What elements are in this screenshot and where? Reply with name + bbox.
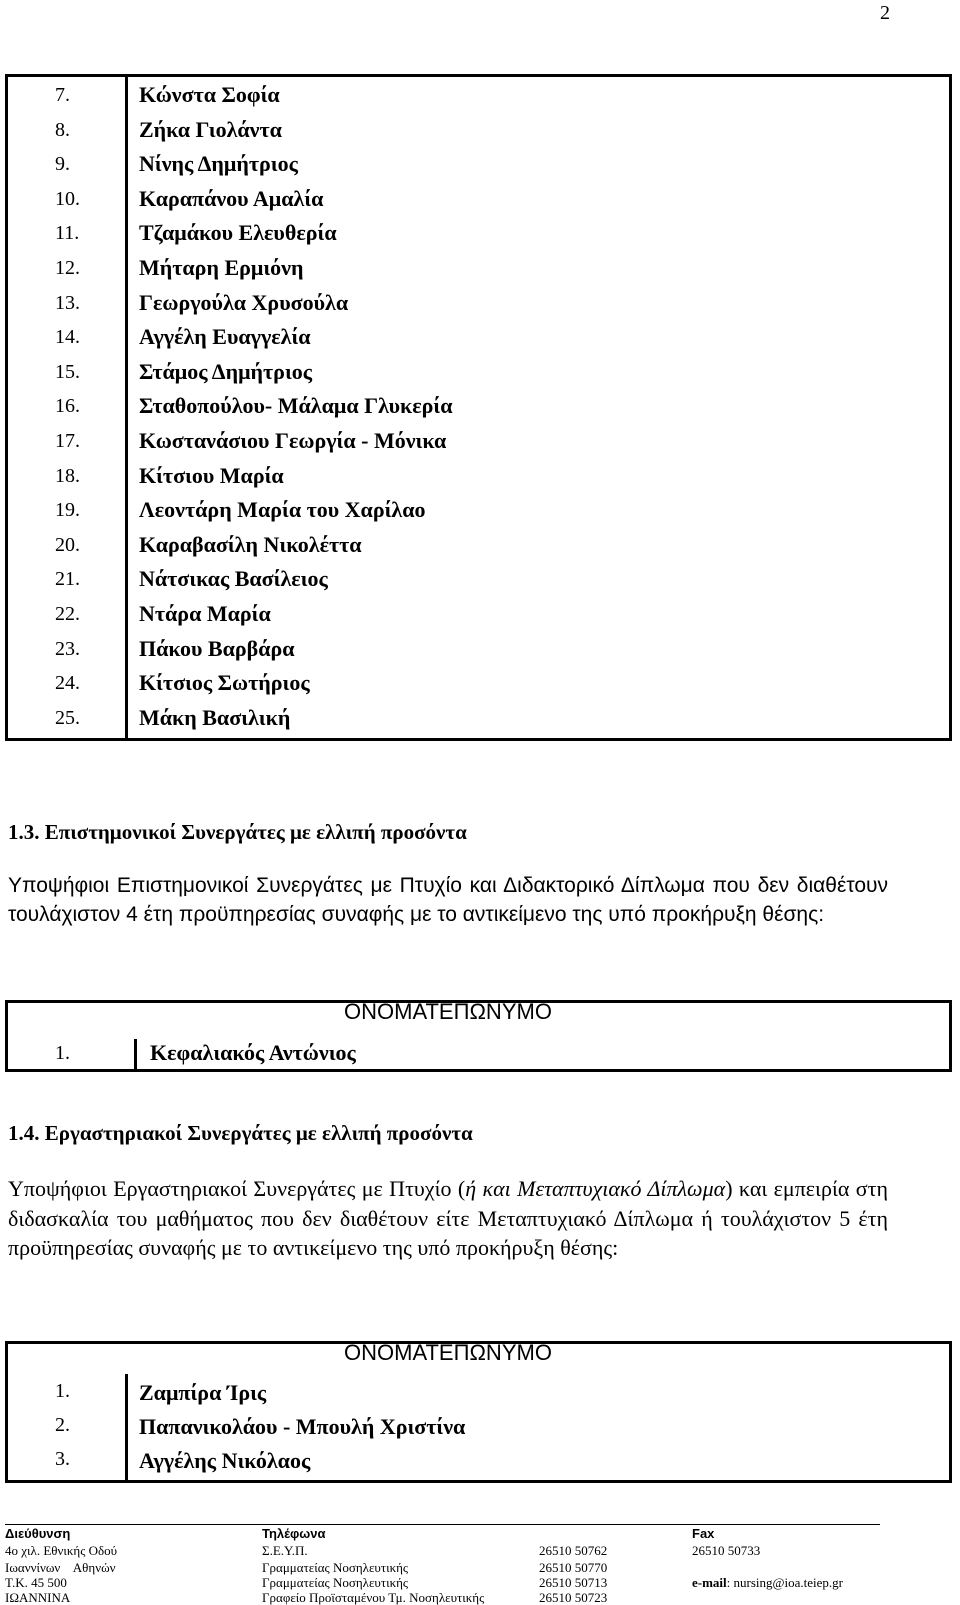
row-number: 25. — [55, 706, 80, 729]
row-number: 10. — [55, 187, 80, 210]
row-number: 1. — [55, 1042, 70, 1064]
candidate-name: Σταθοπούλου- Μάλαμα Γλυκερία — [139, 393, 453, 419]
row-number: 19. — [55, 499, 80, 522]
candidate-name: Αγγέλη Ευαγγελία — [139, 324, 311, 350]
footer-phone-label: Γραμματείας Νοσηλευτικής — [262, 1560, 409, 1575]
paragraph-text: ) και εμπειρία στη διδασκαλία του μαθήματος που δεν διαθέτουν είτε Μεταπτυχιακό Δίπλωμα ή τουλάχιστον 5 έτη προϋπηρεσίας συναφής με το αντικείμενο της υπό προκήρυξη θέσης: — [8, 1176, 888, 1260]
row-number: 11. — [55, 222, 80, 245]
candidate-name: Στάμος Δημήτριος — [139, 358, 313, 384]
candidate-name: Ντάρα Μαρία — [139, 601, 271, 626]
candidate-name: Παπανικολάου - Μπουλή Χριστίνα — [139, 1414, 466, 1439]
candidate-name: Πάκου Βαρβάρα — [139, 635, 295, 661]
candidate-name: Αγγέλης Νικόλαος — [139, 1448, 311, 1473]
candidate-name: Κεφαλιακός Αντώνιος — [150, 1040, 356, 1065]
footer-email-label: e-mail — [692, 1575, 727, 1590]
paragraph-italic-text: ή και Μεταπτυχιακό Δίπλωμα — [465, 1176, 726, 1201]
footer-email-value[interactable]: : nursing@ioa.teiep.gr — [726, 1575, 843, 1590]
row-number: 24. — [55, 672, 80, 695]
row-number: 8. — [55, 118, 70, 141]
page-number: 2 — [880, 2, 890, 24]
candidate-name: Κίτσιος Σωτήριος — [139, 670, 310, 696]
column-header-fullname: ΟΝΟΜΑΤΕΠΩΝΥΜΟ — [344, 1340, 552, 1365]
candidate-name: Ζαμπίρα Ίρις — [139, 1380, 267, 1405]
row-number: 20. — [55, 533, 80, 556]
candidate-name: Γεωργούλα Χρυσούλα — [139, 289, 349, 315]
candidate-name: Ζήκα Γιολάντα — [139, 116, 282, 142]
candidate-name: Καραβασίλη Νικολέττα — [139, 531, 362, 557]
table-column-divider — [125, 77, 128, 738]
row-number: 9. — [55, 153, 70, 176]
candidate-name: Νίνης Δημήτριος — [139, 151, 298, 177]
footer-address-line: 4ο χιλ. Εθνικής Οδού — [5, 1543, 118, 1558]
row-number: 22. — [55, 603, 80, 625]
footer-address-line: Τ.Κ. 45 500 — [5, 1575, 67, 1590]
section-heading-1-4: 1.4. Εργαστηριακοί Συνεργάτες με ελλιπή προσόντα — [8, 1121, 473, 1145]
candidate-name: Κωστανάσιου Γεωργία - Μόνικα — [139, 428, 447, 453]
row-number: 2. — [55, 1414, 70, 1436]
row-number: 17. — [55, 430, 80, 452]
row-number: 21. — [55, 568, 80, 591]
footer-phone-label: Γραφείο Προϊσταμένου Τμ. Νοσηλευτικής — [262, 1590, 485, 1605]
row-number: 12. — [55, 257, 80, 279]
footer-address-line: Ιωαννίνων Αθηνών — [5, 1560, 116, 1575]
footer-divider — [5, 1524, 880, 1525]
row-number: 7. — [55, 84, 70, 106]
paragraph-text: Υποψήφιοι Εργαστηριακοί Συνεργάτες με Πτυχίο ( — [8, 1176, 466, 1201]
footer-fax-number: 26510 50733 — [692, 1543, 761, 1558]
scientific-associates-table — [5, 1000, 952, 1072]
footer-phone-number: 26510 50713 — [539, 1575, 608, 1590]
row-number: 14. — [55, 326, 80, 349]
candidate-name: Καραπάνου Αμαλία — [139, 185, 324, 211]
row-number: 23. — [55, 637, 80, 660]
candidate-name: Κίτσιου Μαρία — [139, 462, 284, 488]
candidate-name: Μάκη Βασιλική — [139, 704, 291, 730]
table-column-divider — [125, 1374, 128, 1480]
footer-fax-header: Fax — [692, 1526, 715, 1541]
row-number: 18. — [55, 464, 80, 487]
table-column-divider — [134, 1039, 137, 1069]
row-number: 1. — [55, 1380, 70, 1402]
lab-associates-table — [5, 1341, 952, 1483]
candidate-name: Νάτσικας Βασίλειος — [139, 566, 328, 592]
column-header-fullname: ΟΝΟΜΑΤΕΠΩΝΥΜΟ — [344, 999, 552, 1024]
row-number: 13. — [55, 291, 80, 314]
row-number: 3. — [55, 1448, 70, 1470]
footer-phone-number: 26510 50723 — [539, 1590, 608, 1605]
footer-email[interactable] — [692, 1575, 843, 1590]
footer-address-line: ΙΩΑΝΝΙΝΑ — [5, 1590, 71, 1605]
candidate-name: Λεοντάρη Μαρία του Χαρίλαο — [139, 497, 426, 523]
section-heading-1-3: 1.3. Επιστημονικοί Συνεργάτες με ελλιπή προσόντα — [8, 820, 467, 844]
row-number: 15. — [55, 360, 80, 383]
section-1-4-paragraph — [8, 1174, 888, 1263]
footer-phone-label: Σ.Ε.Υ.Π. — [262, 1543, 308, 1558]
candidate-name: Μήταρη Ερμιόνη — [139, 255, 304, 280]
footer-phone-number: 26510 50770 — [539, 1560, 608, 1575]
footer-phone-number: 26510 50762 — [539, 1543, 608, 1558]
section-1-3-paragraph: Υποψήφιοι Επιστημονικοί Συνεργάτες με Πτυχίο και Διδακτορικό Δίπλωμα που δεν διαθέτουν τουλάχιστον 4 έτη προϋπηρεσίας συναφής με το αντικείμενο της υπό προκήρυξη θέσης: — [8, 874, 888, 926]
row-number: 16. — [55, 395, 80, 418]
footer-phones-header: Τηλέφωνα — [262, 1526, 326, 1541]
footer-phone-label: Γραμματείας Νοσηλευτικής — [262, 1575, 409, 1590]
footer-address-header: Διεύθυνση — [5, 1526, 71, 1541]
candidate-name: Τζαμάκου Ελευθερία — [139, 220, 337, 246]
candidate-name: Κώνστα Σοφία — [139, 82, 280, 107]
candidates-table-continued — [5, 74, 952, 741]
